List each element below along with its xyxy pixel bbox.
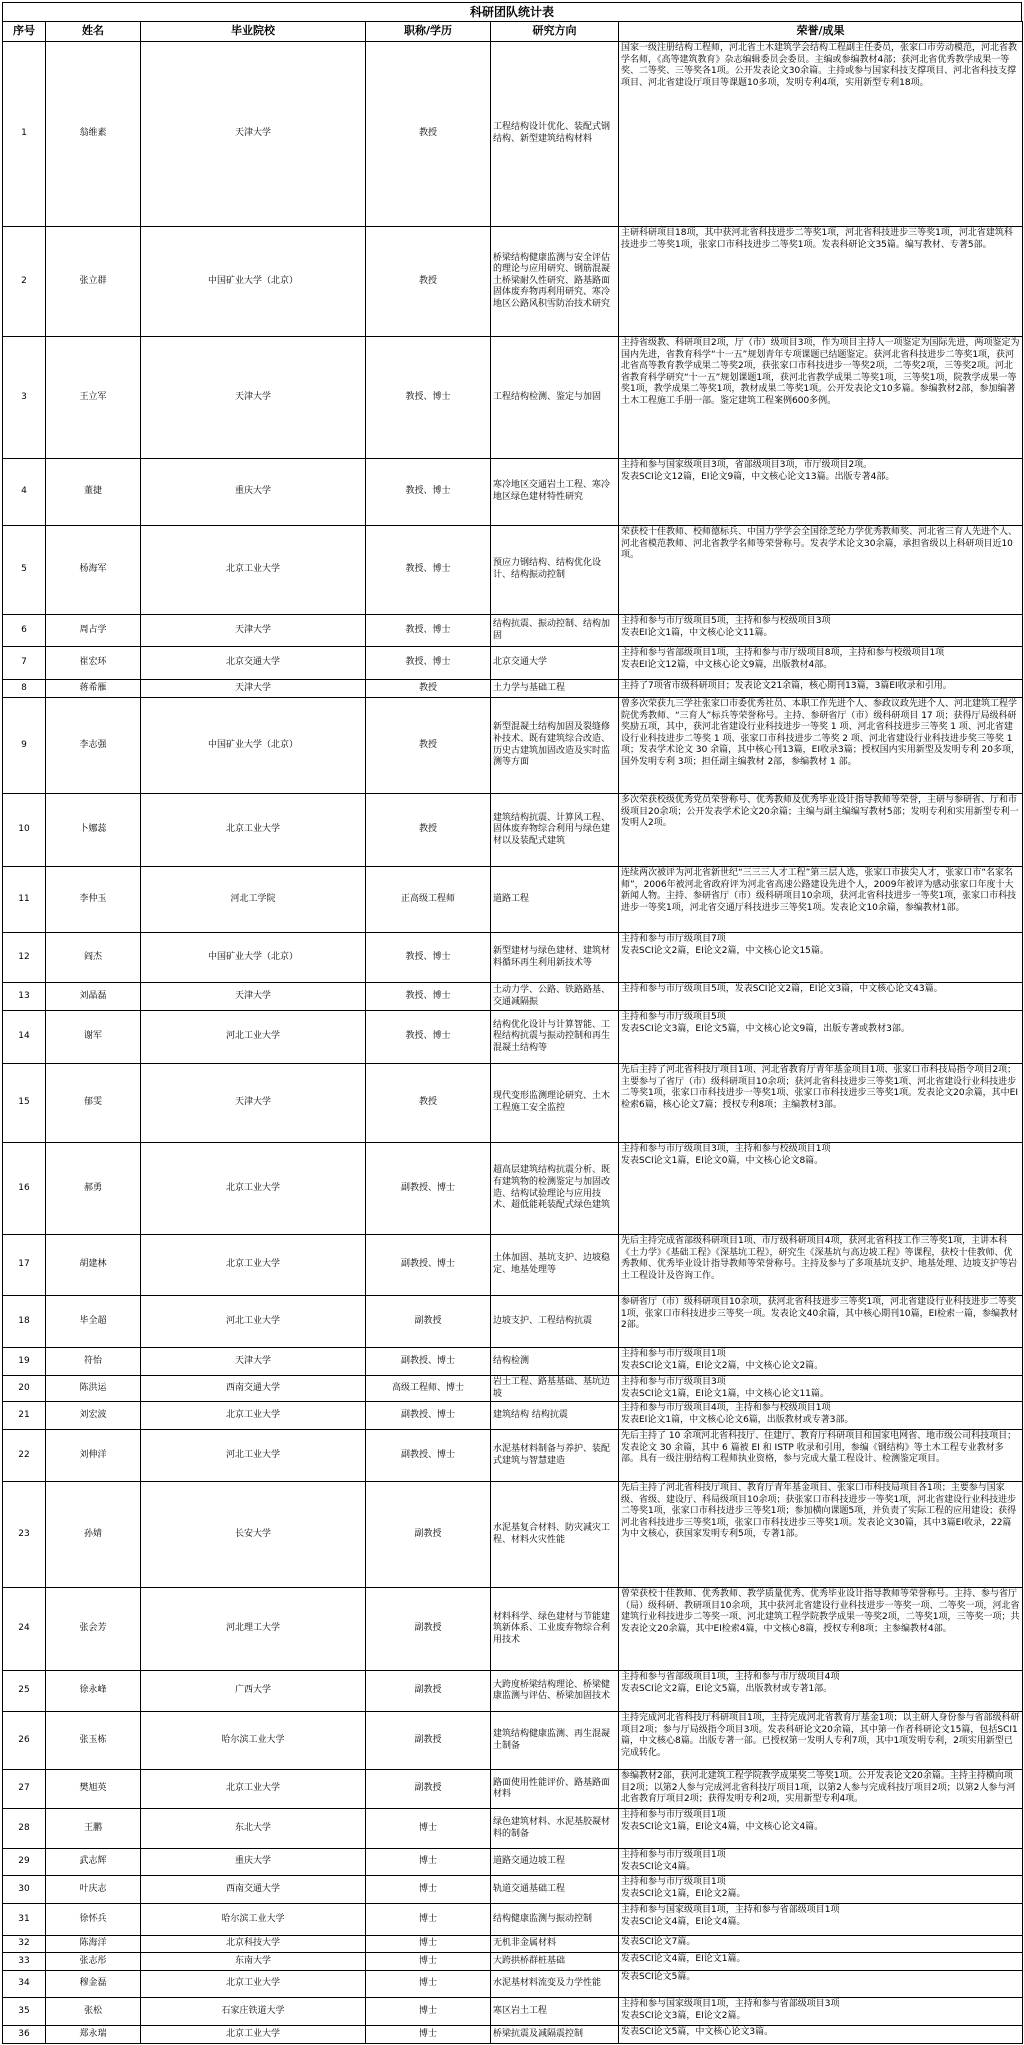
cell-direction: 道路工程 (491, 867, 619, 933)
cell-name: 郝勇 (46, 1143, 141, 1235)
cell-no: 21 (3, 1402, 46, 1430)
cell-title: 副教授、博士 (366, 1348, 491, 1376)
cell-honor: 先后主持了河北省科技厅项目、教育厅青年基金项目、张家口市科技局项目各1项；主要参与国家级、省级、建设厅、科局级项目10余项；获张家口市科技进步一等奖1项，河北省建设行业科技进步二等奖1项，张家口市科技进步三等奖1项；参加横向课题5项，并负责了实际工程的应用建设；获得河北省科技进步三等奖1项，张家口市科技进步三等奖1项。发表论文30篇，其中3篇EI收录，22篇为中文核心，获国家发明专利5项，专著1部。 (619, 1482, 1023, 1588)
cell-title: 博士 (366, 2026, 491, 2044)
cell-no: 17 (3, 1235, 46, 1296)
table-row (3, 1712, 1023, 1770)
table-row (3, 794, 1023, 867)
cell-direction: 材料科学、绿色建材与节能建筑新体系、工业废弃物综合利用技术 (491, 1588, 619, 1671)
cell-no: 18 (3, 1296, 46, 1348)
cell-name: 刘宏波 (46, 1402, 141, 1430)
table-row (3, 227, 1023, 337)
cell-honor: 曾多次荣获九三学社张家口市委优秀社员、本职工作先进个人、参政议政先进个人、河北建筑工程学院优秀教师、“三育人”标兵等荣誉称号。主持、参研省厅（市）级科研项目 17 项；获得厅局级科研奖励五项，其中，获河北省建设行业科技进步一等奖 1 项、河北省科技进步三等奖 1 项、河北省建设行业科技进步二等奖 1 项、张家口市科技进步二等奖 2 项、河北省建设行业科技进步奖三等奖 1 项；发表学术论文 30 余篇，其中核心刊13篇，EI收录3篇；授权国内实用新型及发明专利 20多项，国外发明专利 3项；担任副主编教材 2部，参编教材 1 部。 (619, 698, 1023, 794)
cell-direction: 桥梁抗震及减隔震控制 (491, 2026, 619, 2044)
cell-school: 北京工业大学 (141, 794, 366, 867)
table-row (3, 1876, 1023, 1904)
header-name: 姓名 (46, 22, 141, 42)
cell-honor: 发表SCI论文4篇，EI论文1篇。 (619, 1953, 1023, 1971)
cell-school: 河北工学院 (141, 867, 366, 933)
cell-direction: 超高层建筑结构抗震分析、既有建筑物的检测鉴定与加固改造、结构试验理论与应用技术、超低能耗装配式绿色建筑 (491, 1143, 619, 1235)
table-row (3, 337, 1023, 459)
cell-no: 20 (3, 1376, 46, 1402)
cell-honor: 主持和参与市厅级项目5项，主持和参与校级项目3项 发表EI论文1篇，中文核心论文11篇。 (619, 615, 1023, 647)
cell-title: 教授 (366, 794, 491, 867)
cell-no: 15 (3, 1064, 46, 1143)
cell-school: 西南交通大学 (141, 1876, 366, 1904)
cell-name: 张立群 (46, 227, 141, 337)
cell-title: 教授 (366, 698, 491, 794)
cell-no: 22 (3, 1430, 46, 1482)
table-row (3, 1770, 1023, 1809)
cell-no: 7 (3, 647, 46, 680)
cell-school: 天津大学 (141, 1348, 366, 1376)
cell-title: 副教授 (366, 1482, 491, 1588)
cell-direction: 绿色建筑材料、水泥基胶凝材料的制备 (491, 1809, 619, 1849)
table-row (3, 2026, 1023, 2044)
cell-direction: 无机非金属材料 (491, 1936, 619, 1953)
table-row (3, 647, 1023, 680)
cell-no: 13 (3, 983, 46, 1011)
cell-title: 教授、博士 (366, 933, 491, 983)
cell-name: 崔宏环 (46, 647, 141, 680)
cell-school: 天津大学 (141, 983, 366, 1011)
cell-name: 毕全超 (46, 1296, 141, 1348)
cell-direction: 路面使用性能评价、路基路面材料 (491, 1770, 619, 1809)
cell-no: 25 (3, 1671, 46, 1712)
cell-title: 教授、博士 (366, 337, 491, 459)
cell-honor: 参研省厅（市）级科研项目10余项，获河北省科技进步三等奖1项，河北省建设行业科技进步二等奖1项，张家口市科技进步三等奖一项。发表论文40余篇，其中核心期刊10篇，EI检索一篇，参编教材2部。 (619, 1296, 1023, 1348)
cell-school: 北京工业大学 (141, 1143, 366, 1235)
table-row (3, 1998, 1023, 2026)
cell-direction: 寒区岩土工程 (491, 1998, 619, 2026)
cell-no: 16 (3, 1143, 46, 1235)
cell-school: 广西大学 (141, 1671, 366, 1712)
cell-direction: 土力学与基础工程 (491, 680, 619, 698)
cell-name: 李志强 (46, 698, 141, 794)
cell-title: 教授 (366, 227, 491, 337)
cell-title: 副教授、博士 (366, 1143, 491, 1235)
cell-no: 35 (3, 1998, 46, 2026)
cell-honor: 主持和参与市厅级项目1项 发表SCI论文1篇，EI论文2篇，中文核心论文2篇。 (619, 1348, 1023, 1376)
table-row (3, 526, 1023, 615)
cell-direction: 岩土工程、路基基础、基坑边坡 (491, 1376, 619, 1402)
cell-honor: 主持和参与市厅级项目1项 发表SCI论文1篇，EI论文4篇，中文核心论文4篇。 (619, 1809, 1023, 1849)
cell-title: 博士 (366, 1971, 491, 1998)
cell-name: 武志辉 (46, 1849, 141, 1876)
cell-school: 重庆大学 (141, 459, 366, 526)
cell-name: 张松 (46, 1998, 141, 2026)
table-row (3, 933, 1023, 983)
table-row (3, 867, 1023, 933)
cell-school: 北京工业大学 (141, 1770, 366, 1809)
table-row (3, 1849, 1023, 1876)
cell-honor: 主持了7项省市级科研项目；发表论文21余篇，核心期刊13篇，3篇EI收录和引用。 (619, 680, 1023, 698)
cell-direction: 结构抗震、振动控制、结构加固 (491, 615, 619, 647)
cell-school: 北京工业大学 (141, 1971, 366, 1998)
cell-no: 32 (3, 1936, 46, 1953)
cell-no: 10 (3, 794, 46, 867)
cell-school: 河北工业大学 (141, 1430, 366, 1482)
cell-direction: 土动力学、公路、铁路路基、交通减隔振 (491, 983, 619, 1011)
cell-name: 陈洪运 (46, 1376, 141, 1402)
cell-title: 副教授 (366, 1712, 491, 1770)
cell-no: 26 (3, 1712, 46, 1770)
cell-title: 副教授、博士 (366, 1235, 491, 1296)
cell-direction: 建筑结构 结构抗震 (491, 1402, 619, 1430)
cell-title: 教授、博士 (366, 647, 491, 680)
cell-direction: 大跨度桥梁结构理论、桥梁健康监测与评估、桥梁加固技术 (491, 1671, 619, 1712)
table-row (3, 983, 1023, 1011)
cell-honor: 主持和参与市厅级项目5项 发表SCI论文3篇，EI论文5篇，中文核心论文9篇，出版专著或教材3部。 (619, 1011, 1023, 1064)
cell-title: 博士 (366, 1809, 491, 1849)
cell-no: 36 (3, 2026, 46, 2044)
cell-title: 副教授 (366, 1671, 491, 1712)
table-row (3, 1348, 1023, 1376)
cell-name: 卜娜蕊 (46, 794, 141, 867)
cell-no: 29 (3, 1849, 46, 1876)
cell-title: 教授 (366, 680, 491, 698)
table-row (3, 1904, 1023, 1936)
table-row (3, 680, 1023, 698)
cell-title: 博士 (366, 1904, 491, 1936)
cell-school: 天津大学 (141, 1064, 366, 1143)
team-table (2, 21, 1023, 2044)
cell-school: 天津大学 (141, 680, 366, 698)
cell-honor: 主持和参与省部级项目1项，主持和参与市厅级项目8项，主持和参与校级项目1项 发表EI论文12篇，中文核心论文9篇，出版教材4部。 (619, 647, 1023, 680)
cell-school: 河北理工大学 (141, 1588, 366, 1671)
cell-school: 哈尔滨工业大学 (141, 1712, 366, 1770)
cell-honor: 主持和参与市厅级项目3项，主持和参与校级项目1项 发表SCI论文1篇，EI论文0篇，中文核心论文8篇。 (619, 1143, 1023, 1235)
cell-name: 郑永瑞 (46, 2026, 141, 2044)
cell-no: 12 (3, 933, 46, 983)
cell-title: 副教授、博士 (366, 1402, 491, 1430)
cell-honor: 主持和参与市厅级项目1项 发表SCI论文1篇，EI论文2篇。 (619, 1876, 1023, 1904)
table-row (3, 1143, 1023, 1235)
cell-name: 胡建林 (46, 1235, 141, 1296)
cell-name: 董捷 (46, 459, 141, 526)
header-direction: 研究方向 (491, 22, 619, 42)
cell-direction: 水泥基材料流变及力学性能 (491, 1971, 619, 1998)
cell-school: 长安大学 (141, 1482, 366, 1588)
cell-school: 重庆大学 (141, 1849, 366, 1876)
cell-name: 周占学 (46, 615, 141, 647)
cell-no: 6 (3, 615, 46, 647)
cell-title: 博士 (366, 1876, 491, 1904)
cell-honor: 主持和参与市厅级项目1项 发表SCI论文4篇。 (619, 1849, 1023, 1876)
table-row (3, 1936, 1023, 1953)
cell-no: 8 (3, 680, 46, 698)
cell-direction: 预应力钢结构、结构优化设计、结构振动控制 (491, 526, 619, 615)
header-row (3, 22, 1023, 42)
cell-direction: 边坡支护、工程结构抗震 (491, 1296, 619, 1348)
cell-name: 王鹏 (46, 1809, 141, 1849)
cell-school: 东北大学 (141, 1809, 366, 1849)
cell-school: 天津大学 (141, 337, 366, 459)
cell-honor: 先后主持了 10 余项河北省科技厅、住建厅、教育厅科研项目和国家电网省、地市级公司科技项目；发表论文 30 余篇，其中 6 篇被 EI 和 ISTP 收录和引用，参编《钢结构》等土木工程专业教材多部。具有一级注册结构工程师执业资格，参与完成大量工程设计、检测鉴定项目。 (619, 1430, 1023, 1482)
cell-direction: 寒冷地区交通岩土工程、寒冷地区绿色建材特性研究 (491, 459, 619, 526)
cell-direction: 建筑结构健康监测、再生混凝土制备 (491, 1712, 619, 1770)
cell-name: 谢军 (46, 1011, 141, 1064)
cell-honor: 曾荣获校十佳教师、优秀教师、教学质量优秀、优秀毕业设计指导教师等荣誉称号。主持、参与省厅（局）级科研、教研项目10余项，其中获河北省建设行业科技进步一等奖一项、二等奖一项，河北省建筑行业科技进步二等奖一项、河北建筑工程学院教学成果一等奖2项，二等奖1项，三等奖一项；共发表论文20余篇，其中EI检索4篇，中文核心8篇，授权专利8项；主参编教材4部。 (619, 1588, 1023, 1671)
cell-direction: 工程结构检测、鉴定与加固 (491, 337, 619, 459)
cell-honor: 主持和参与国家级项目3项，省部级项目3项，市厅级项目2项。 发表SCI论文12篇，EI论文9篇，中文核心论文13篇。出版专著4部。 (619, 459, 1023, 526)
cell-honor: 主持和参与省部级项目1项，主持和参与市厅级项目4项 发表SCI论文2篇，EI论文5篇，出版教材或专著1部。 (619, 1671, 1023, 1712)
cell-title: 教授、博士 (366, 1011, 491, 1064)
table-row (3, 1235, 1023, 1296)
cell-school: 东南大学 (141, 1953, 366, 1971)
table-row (3, 1430, 1023, 1482)
table-row (3, 698, 1023, 794)
cell-school: 河北工业大学 (141, 1011, 366, 1064)
cell-school: 河北工业大学 (141, 1296, 366, 1348)
cell-name: 樊旭英 (46, 1770, 141, 1809)
cell-no: 3 (3, 337, 46, 459)
cell-school: 北京工业大学 (141, 1402, 366, 1430)
cell-honor: 发表SCI论文5篇。 (619, 1971, 1023, 1998)
cell-school: 北京工业大学 (141, 2026, 366, 2044)
cell-title: 副教授、博士 (366, 1430, 491, 1482)
cell-title: 博士 (366, 1998, 491, 2026)
cell-direction: 新型建材与绿色建材、建筑材料循环再生利用新技术等 (491, 933, 619, 983)
cell-direction: 结构优化设计与计算智能、工程结构抗震与振动控制和再生混凝土结构等 (491, 1011, 619, 1064)
table-row (3, 1809, 1023, 1849)
table-row (3, 1588, 1023, 1671)
cell-honor: 参编教材2部，获河北建筑工程学院教学成果奖二等奖1项。公开发表论文20余篇。主持主持横向项目2项；以第2人参与完成河北省科技厅项目1项，以第2人参与完成科技厅项目2项；以第2人参与河北省教育厅项目2项；获得发明专利2项，实用新型专利4项。 (619, 1770, 1023, 1809)
cell-title: 教授、博士 (366, 615, 491, 647)
cell-honor: 发表SCI论文7篇。 (619, 1936, 1023, 1953)
table-row (3, 459, 1023, 526)
header-school: 毕业院校 (141, 22, 366, 42)
cell-school: 哈尔滨工业大学 (141, 1904, 366, 1936)
cell-no: 5 (3, 526, 46, 615)
cell-name: 符怡 (46, 1348, 141, 1376)
cell-name: 孙婧 (46, 1482, 141, 1588)
cell-direction: 工程结构设计优化、装配式钢结构、新型建筑结构材料 (491, 42, 619, 227)
table-row (3, 1064, 1023, 1143)
cell-honor: 主持省级教、科研项目2项，厅（市）级项目3项，作为项目主持人一项鉴定为国际先进，两项鉴定为国内先进，省教育科学“十一五”规划青年专项课题已结题鉴定。获河北省科技进步二等奖1项，获河北省高等教育教学成果二等奖2项，获张家口市科技进步一等奖2项，二等奖2项，三等奖2项。河北省教育科学研究“十一五”规划课题1项，获河北省教学成果二等奖1项，三等奖1项，院教学成果一等奖1项，教学成果二等奖1项，教材成果二等奖1项。公开发表论文10多篇。参编教材2部，参加编著土木工程施工手册一部。鉴定建筑工程案例600多例。 (619, 337, 1023, 459)
cell-honor: 主持和参与市厅级项目7项 发表SCI论文2篇，EI论文2篇，中文核心论文15篇。 (619, 933, 1023, 983)
cell-school: 中国矿业大学（北京） (141, 698, 366, 794)
cell-name: 叶庆志 (46, 1876, 141, 1904)
cell-no: 9 (3, 698, 46, 794)
cell-name: 张志彤 (46, 1953, 141, 1971)
cell-name: 王立军 (46, 337, 141, 459)
cell-no: 27 (3, 1770, 46, 1809)
cell-no: 24 (3, 1588, 46, 1671)
cell-honor: 多次荣获校级优秀党员荣誉称号、优秀教师及优秀毕业设计指导教师等荣誉，主研与参研省、厅和市级项目20余项；公开发表学术论文20余篇；主编与副主编编写教材5部；发明专利和实用新型专利一发明人2项。 (619, 794, 1023, 867)
table-row (3, 1671, 1023, 1712)
cell-direction: 水泥基复合材料、防灾减灾工程、材料火灾性能 (491, 1482, 619, 1588)
table-body (3, 42, 1023, 2044)
cell-name: 李仲玉 (46, 867, 141, 933)
cell-name: 穆金磊 (46, 1971, 141, 1998)
cell-no: 28 (3, 1809, 46, 1849)
cell-honor: 国家一级注册结构工程师，河北省土木建筑学会结构工程副主任委员，张家口市劳动模范，河北省教学名师，《高等建筑教育》杂志编辑委员会委员。主编或参编教材4部；获河北省优秀教学成果一等奖、二等奖、三等奖各1项。公开发表论文30余篇。主持或参与国家科技支撑项目、河北省科技支撑项目、河北省建设厅项目等课题10多项，发明专利4项，实用新型专利18项。 (619, 42, 1023, 227)
table-row (3, 1402, 1023, 1430)
cell-no: 33 (3, 1953, 46, 1971)
cell-title: 高级工程师、博士 (366, 1376, 491, 1402)
cell-direction: 新型混凝土结构加固及裂缝修补技术、既有建筑综合改造、历史古建筑加固改造及实时监测等方面 (491, 698, 619, 794)
cell-title: 教授 (366, 1064, 491, 1143)
cell-name: 徐永峰 (46, 1671, 141, 1712)
header-no: 序号 (3, 22, 46, 42)
cell-honor: 先后主持完成省部级科研项目1项、市厅级科研项目4项，获河北省科技工作三等奖1项，主讲本科《土力学》《基础工程》《深基坑工程》，研究生《深基坑与高边坡工程》等课程，获校十佳教师、优秀教师、优秀毕业设计指导教师等荣誉称号。主持及参与了多项基坑支护、地基处理、边坡支护等岩土工程设计及咨询工作。 (619, 1235, 1023, 1296)
cell-no: 23 (3, 1482, 46, 1588)
table-row (3, 1953, 1023, 1971)
cell-name: 刘晶磊 (46, 983, 141, 1011)
cell-name: 蒋希雁 (46, 680, 141, 698)
cell-school: 中国矿业大学（北京） (141, 227, 366, 337)
cell-honor: 主持和参与国家级项目1项，主持和参与省部级项目1项 发表SCI论文4篇，EI论文4篇。 (619, 1904, 1023, 1936)
cell-school: 中国矿业大学（北京） (141, 933, 366, 983)
cell-no: 34 (3, 1971, 46, 1998)
cell-title: 副教授 (366, 1296, 491, 1348)
cell-no: 1 (3, 42, 46, 227)
cell-no: 31 (3, 1904, 46, 1936)
cell-direction: 现代变形监测理论研究、土木工程施工安全监控 (491, 1064, 619, 1143)
cell-name: 陈海洋 (46, 1936, 141, 1953)
cell-school: 北京工业大学 (141, 1235, 366, 1296)
cell-title: 副教授 (366, 1588, 491, 1671)
cell-name: 刘伸洋 (46, 1430, 141, 1482)
stats-sheet (2, 2, 1022, 2044)
cell-direction: 土体加固、基坑支护、边坡稳定、地基处理等 (491, 1235, 619, 1296)
cell-school: 北京交通大学 (141, 647, 366, 680)
cell-title: 教授 (366, 42, 491, 227)
table-row (3, 1482, 1023, 1588)
cell-title: 博士 (366, 1849, 491, 1876)
cell-direction: 道路交通边坡工程 (491, 1849, 619, 1876)
cell-direction: 北京交通大学 (491, 647, 619, 680)
cell-direction: 轨道交通基础工程 (491, 1876, 619, 1904)
cell-no: 11 (3, 867, 46, 933)
cell-honor: 发表SCI论文5篇，中文核心论文3篇。 (619, 2026, 1023, 2044)
cell-no: 2 (3, 227, 46, 337)
header-honor: 荣誉/成果 (619, 22, 1023, 42)
cell-direction: 桥梁结构健康监测与安全评估的理论与应用研究、钢筋混凝土桥梁耐久性研究、路基路面固体废弃物再利用研究、寒冷地区公路风积雪防治技术研究 (491, 227, 619, 337)
cell-school: 石家庄铁道大学 (141, 1998, 366, 2026)
cell-title: 教授、博士 (366, 983, 491, 1011)
cell-school: 北京工业大学 (141, 526, 366, 615)
table-row (3, 1011, 1023, 1064)
cell-no: 4 (3, 459, 46, 526)
cell-honor: 连续两次被评为河北省新世纪“三三三人才工程”第三层人选，张家口市拔尖人才，张家口市“名家名师”，2006年被河北省政府评为河北省高速公路建设先进个人，2009年被评为感动张家口年度十大新闻人物。主持、参研省厅（市）级科研项目10余项，获河北省科技进步一等奖1项，张家口市科技进步一等奖1项，河北省交通厅科技进步三等奖1项。发表论文10余篇，参编教材1部。 (619, 867, 1023, 933)
cell-title: 教授、博士 (366, 459, 491, 526)
cell-title: 博士 (366, 1936, 491, 1953)
cell-direction: 大跨拱桥群桩基础 (491, 1953, 619, 1971)
table-row (3, 1376, 1023, 1402)
table-row (3, 1971, 1023, 1998)
cell-honor: 主持和参与国家级项目1项，主持和参与省部级项目3项 发表SCI论文3篇，EI论文2篇。 (619, 1998, 1023, 2026)
cell-direction: 建筑结构抗震、计算风工程、固体废弃物综合利用与绿色建材以及装配式建筑 (491, 794, 619, 867)
cell-school: 西南交通大学 (141, 1376, 366, 1402)
cell-honor: 主持完成河北省科技厅科研项目1项，主持完成河北省教育厅基金1项；以主研人身份参与省部级科研项目2项；参与厅局级指令项目3项。发表科研论文20余篇，其中第一作者科研论文15篇，包括SCI1篇，中文核心8篇。出版专著一部。已授权第一发明人专利7项，其中1项发明专利，2项实用新型已完成转化。 (619, 1712, 1023, 1770)
table-row (3, 1296, 1023, 1348)
cell-name: 郁雯 (46, 1064, 141, 1143)
cell-direction: 结构检测 (491, 1348, 619, 1376)
cell-honor: 先后主持了河北省科技厅项目1项、河北省教育厅青年基金项目1项、张家口市科技局指令项目2项；主要参与了省厅（市）级科研项目10余项；获河北省科技进步三等奖1项、河北省建设行业科技进步二等奖1项，张家口市科技进步一等奖1项、张家口市科技进步三等奖1项。发表论文20余篇，其中EI检索6篇，核心论文7篇；授权专利8项；主编教材3部。 (619, 1064, 1023, 1143)
table-row (3, 42, 1023, 227)
cell-direction: 结构健康监测与振动控制 (491, 1904, 619, 1936)
cell-honor: 主持和参与市厅级项目5项，发表SCI论文2篇，EI论文3篇，中文核心论文43篇。 (619, 983, 1023, 1011)
cell-honor: 荣获校十佳教师、校师德标兵、中国力学学会全国徐芝纶力学优秀教师奖、河北省三育人先进个人、河北省模范教师、河北省教学名师等荣誉称号。发表学术论文30余篇，承担省级以上科研项目近10项。 (619, 526, 1023, 615)
cell-name: 翁维素 (46, 42, 141, 227)
table-title: 科研团队统计表 (2, 2, 1022, 21)
cell-no: 19 (3, 1348, 46, 1376)
cell-no: 30 (3, 1876, 46, 1904)
cell-honor: 主持和参与市厅级项目4项，主持和参与校级项目1项 发表EI论文1篇，中文核心论文6篇，出版教材或专著3部。 (619, 1402, 1023, 1430)
cell-title: 教授、博士 (366, 526, 491, 615)
cell-school: 北京科技大学 (141, 1936, 366, 1953)
table-row (3, 615, 1023, 647)
cell-no: 14 (3, 1011, 46, 1064)
cell-title: 正高级工程师 (366, 867, 491, 933)
cell-honor: 主研科研项目18项，其中获河北省科技进步二等奖1项，河北省科技进步三等奖1项，河北省建筑科技进步二等奖1项，张家口市科技进步二等奖1项。发表科研论文35篇。编写教材、专著5部。 (619, 227, 1023, 337)
cell-title: 副教授 (366, 1770, 491, 1809)
cell-name: 张玉栋 (46, 1712, 141, 1770)
cell-name: 杨海军 (46, 526, 141, 615)
header-title: 职称/学历 (366, 22, 491, 42)
cell-name: 徐怀兵 (46, 1904, 141, 1936)
cell-honor: 主持和参与市厅级项目3项 发表SCI论文1篇，EI论文1篇，中文核心论文11篇。 (619, 1376, 1023, 1402)
cell-direction: 水泥基材料制备与养护、装配式建筑与智慧建造 (491, 1430, 619, 1482)
cell-name: 张会芳 (46, 1588, 141, 1671)
cell-school: 天津大学 (141, 615, 366, 647)
cell-school: 天津大学 (141, 42, 366, 227)
cell-name: 阎杰 (46, 933, 141, 983)
cell-title: 博士 (366, 1953, 491, 1971)
